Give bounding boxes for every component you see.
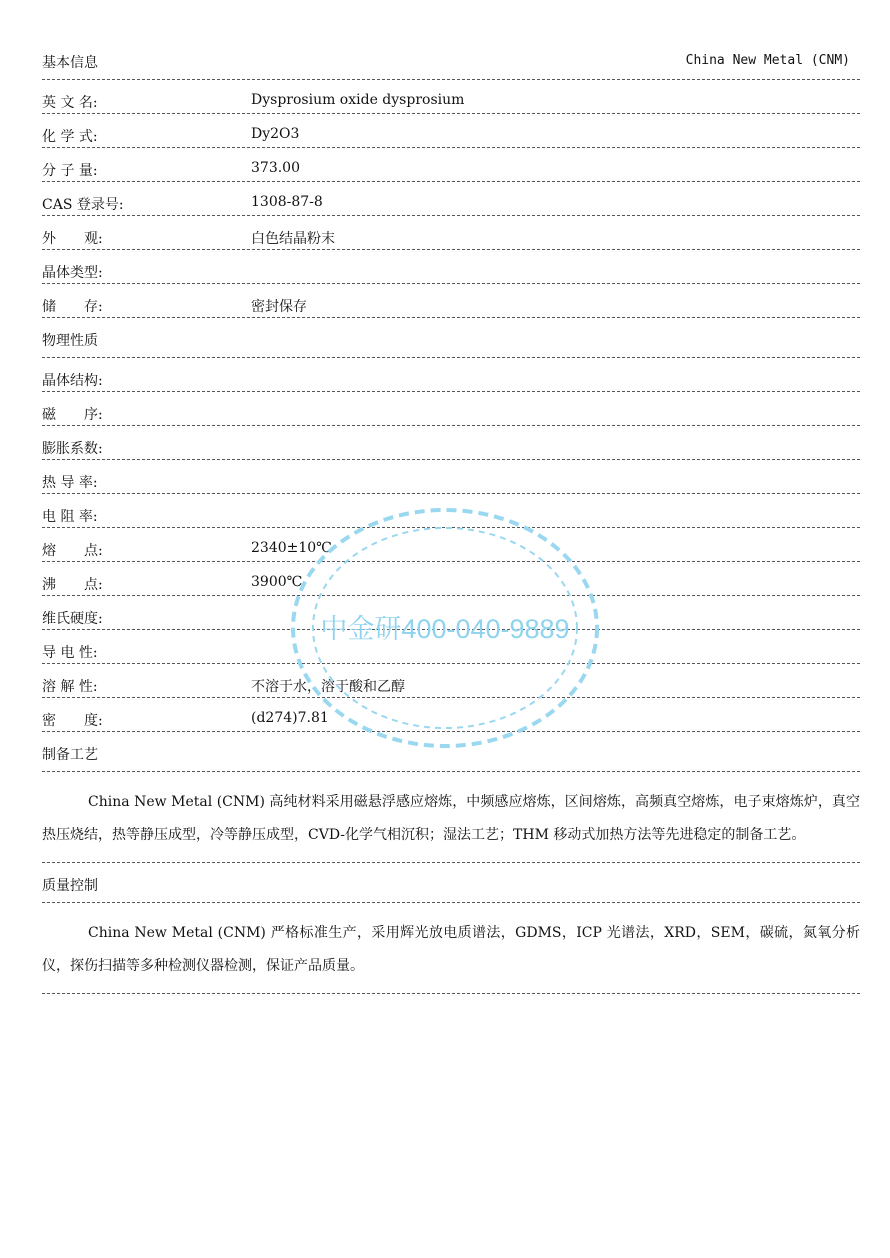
physical-properties-list [42, 358, 860, 732]
physical-property-value: 2340±10℃ [251, 540, 332, 556]
physical-property-label: 沸 点: [42, 577, 103, 593]
basic-info-row [42, 284, 860, 318]
physical-property-row [42, 562, 860, 596]
basic-info-value: Dysprosium oxide dysprosium [251, 92, 465, 108]
physical-property-row [42, 698, 860, 732]
basic-info-value: 373.00 [251, 160, 300, 176]
physical-properties-title: 物理性质 [42, 333, 98, 349]
physical-property-row [42, 392, 860, 426]
basic-info-label: 晶体类型: [42, 265, 103, 281]
physical-property-label: 溶 解 性: [42, 679, 98, 695]
basic-info-row [42, 182, 860, 216]
basic-info-label: 储 存: [42, 299, 103, 315]
basic-info-list [42, 80, 860, 318]
quality-title: 质量控制 [42, 878, 98, 894]
watermark-text: 中金研400-040-9889 [320, 614, 570, 644]
basic-info-label: 外 观: [42, 231, 103, 247]
preparation-header [42, 732, 860, 772]
basic-info-value: 1308-87-8 [251, 194, 323, 210]
physical-property-label: 导 电 性: [42, 645, 98, 661]
basic-info-value: 密封保存 [251, 299, 307, 315]
physical-property-value: 3900℃ [251, 574, 303, 590]
physical-property-row [42, 426, 860, 460]
quality-text: China New Metal (CNM) 严格标准生产，采用辉光放电质谱法，GDMS，ICP 光谱法，XRD，SEM，碳硫，氮氧分析仪，探伤扫描等多种检测仪器检测，保证产品质量。 [42, 903, 860, 994]
physical-property-label: 热 导 率: [42, 475, 98, 491]
basic-info-value: 白色结晶粉末 [251, 231, 335, 247]
basic-info-label: 化 学 式: [42, 129, 98, 145]
physical-property-row [42, 630, 860, 664]
physical-property-label: 磁 序: [42, 407, 103, 423]
document-page [42, 40, 860, 994]
physical-property-row [42, 494, 860, 528]
physical-properties-header [42, 318, 860, 358]
basic-info-label: 分 子 量: [42, 163, 98, 179]
physical-property-row [42, 460, 860, 494]
physical-property-label: 电 阻 率: [42, 509, 98, 525]
quality-header [42, 863, 860, 903]
physical-property-label: 维氏硬度: [42, 611, 103, 627]
basic-info-row [42, 80, 860, 114]
basic-info-header [42, 40, 860, 80]
basic-info-label: CAS 登录号: [42, 197, 124, 213]
physical-property-value: 不溶于水，溶于酸和乙醇 [251, 679, 405, 695]
physical-property-label: 晶体结构: [42, 373, 103, 389]
brand-name: China New Metal (CNM) [685, 53, 850, 68]
preparation-text: China New Metal (CNM) 高纯材料采用磁悬浮感应熔炼，中频感应熔炼，区间熔炼，高频真空熔炼，电子束熔炼炉，真空热压烧结，热等静压成型，冷等静压成型，CVD-化学气相沉积；湿法工艺；THM 移动式加热方法等先进稳定的制备工艺。 [42, 772, 860, 863]
basic-info-row [42, 250, 860, 284]
basic-info-row [42, 114, 860, 148]
basic-info-title: 基本信息 [42, 55, 98, 71]
basic-info-row [42, 148, 860, 182]
physical-property-label: 密 度: [42, 713, 103, 729]
physical-property-row [42, 528, 860, 562]
physical-property-label: 熔 点: [42, 543, 103, 559]
physical-property-label: 膨胀系数: [42, 441, 103, 457]
basic-info-label: 英 文 名: [42, 95, 98, 111]
preparation-title: 制备工艺 [42, 747, 98, 763]
basic-info-value: Dy2O3 [251, 126, 300, 142]
physical-property-row [42, 358, 860, 392]
basic-info-row [42, 216, 860, 250]
physical-property-value: (d274)7.81 [251, 710, 329, 726]
physical-property-row [42, 664, 860, 698]
physical-property-row [42, 596, 860, 630]
